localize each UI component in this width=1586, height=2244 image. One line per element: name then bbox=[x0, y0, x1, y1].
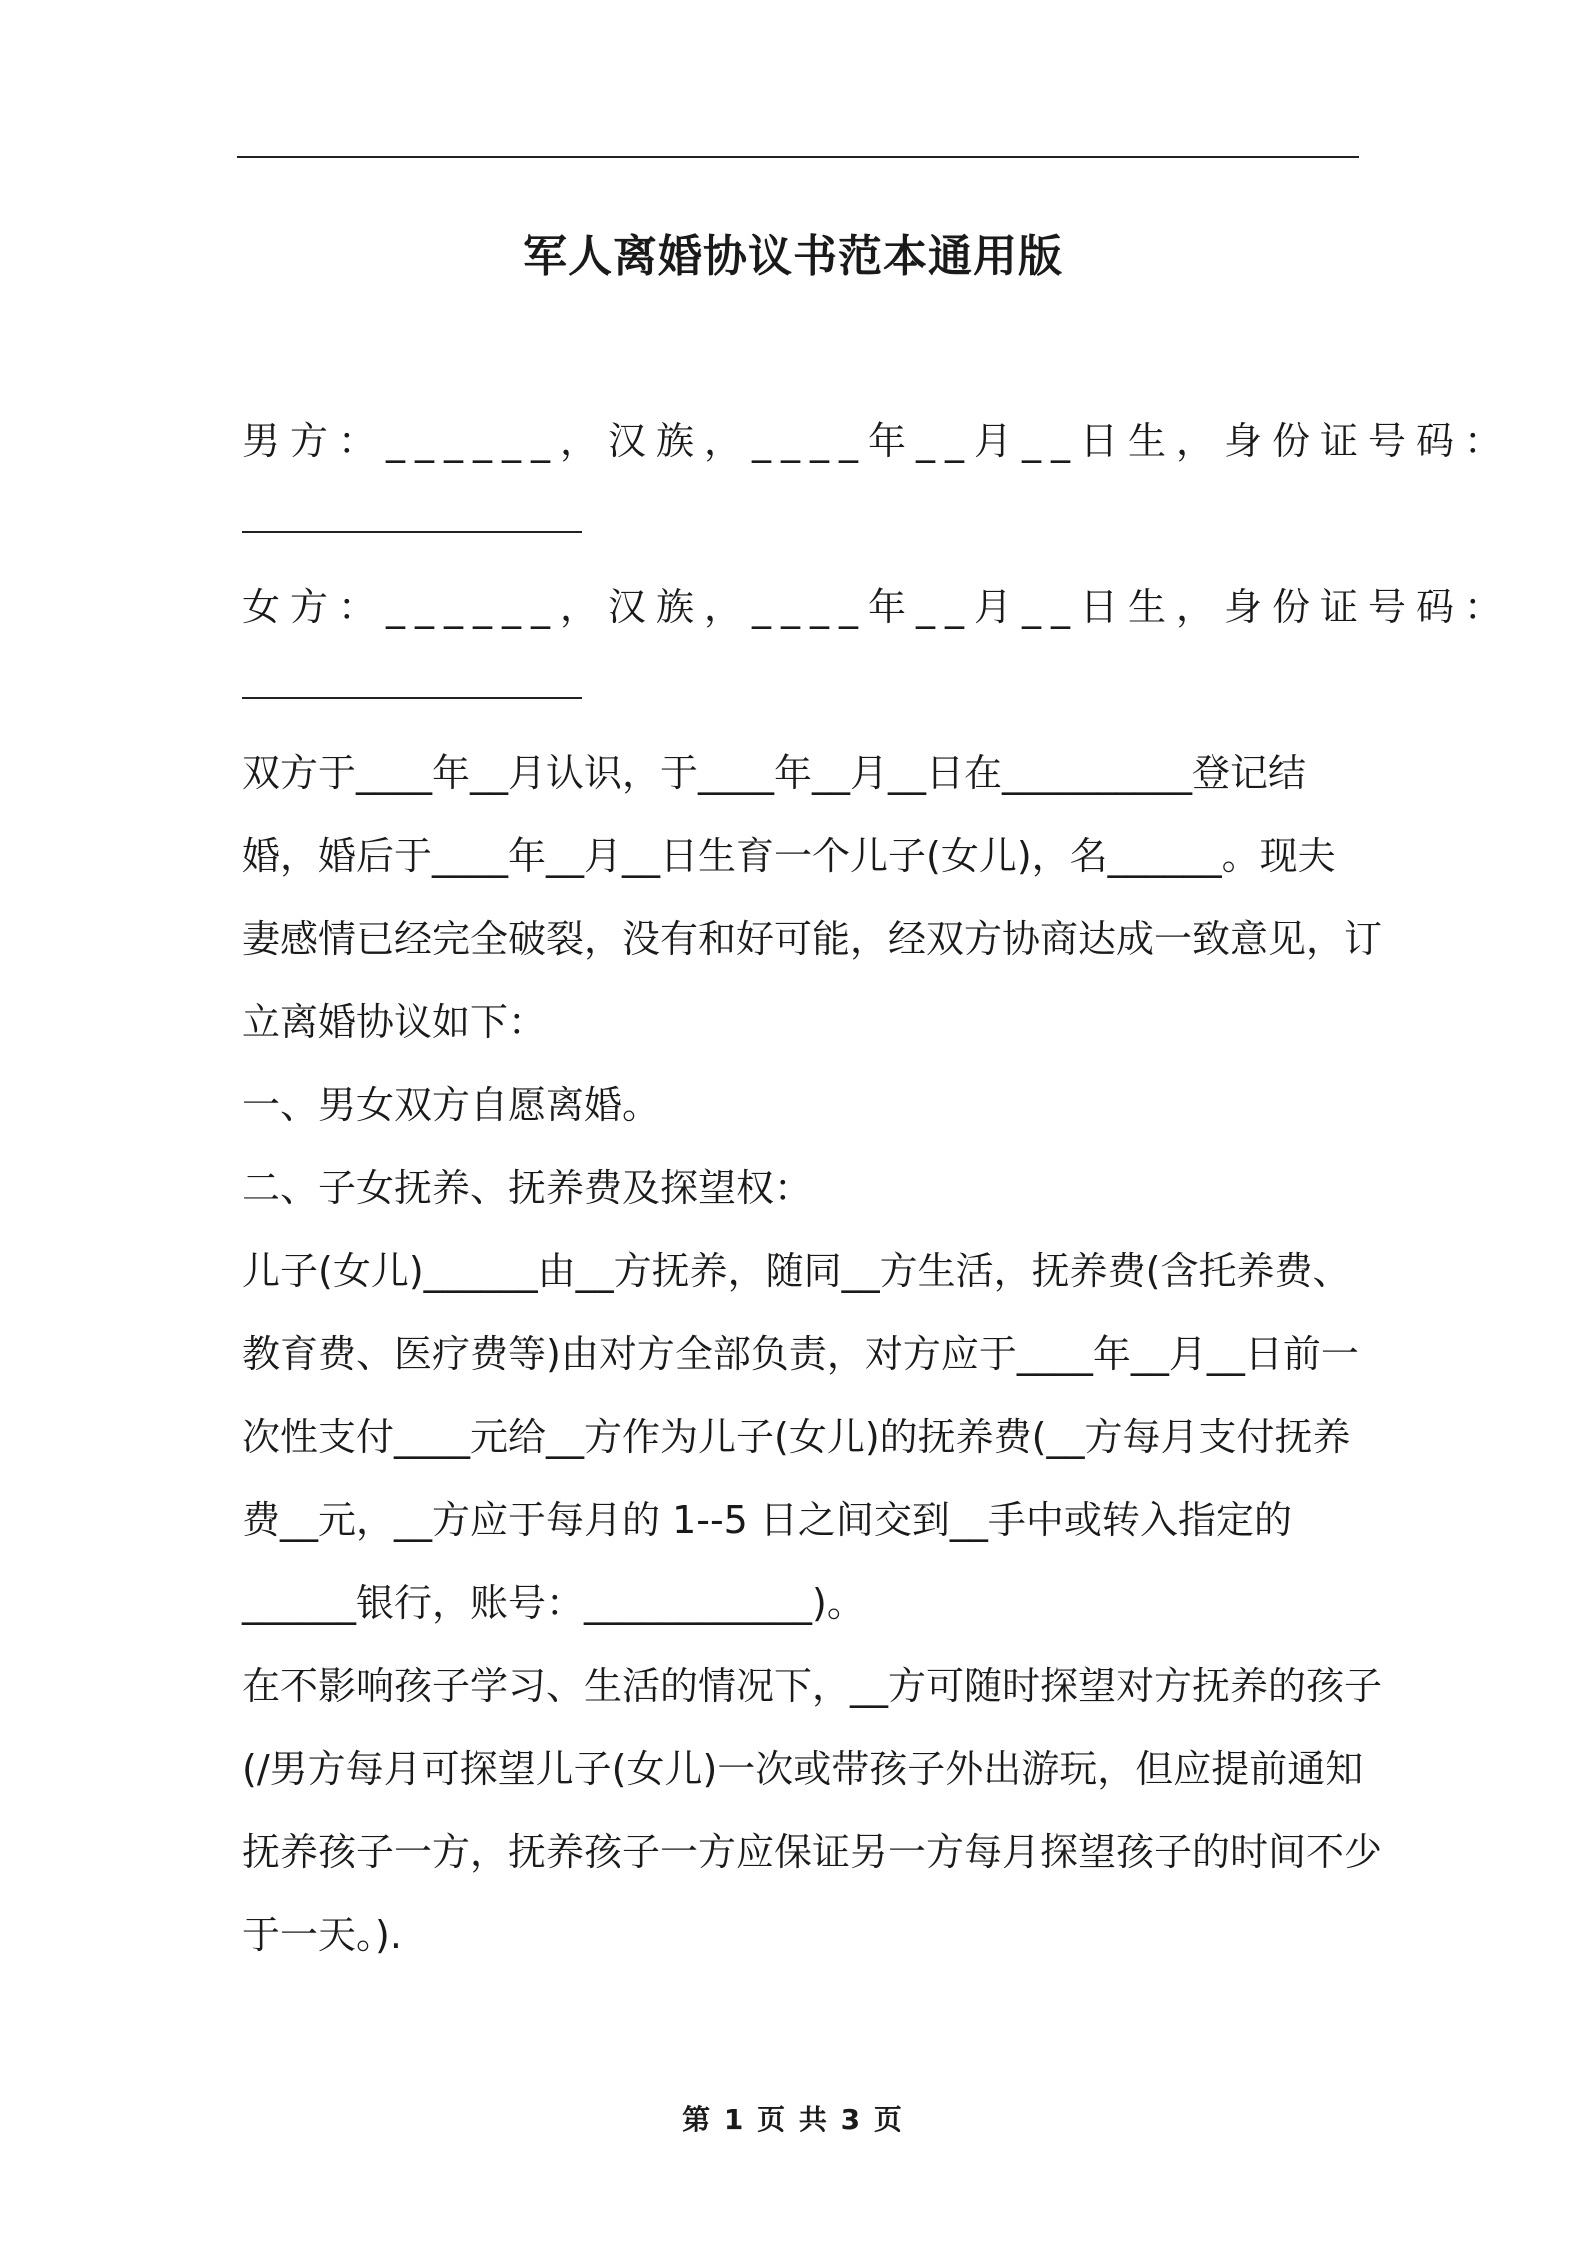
id-number-underline bbox=[242, 531, 582, 533]
paragraph-line: (/男方每月可探望儿子(女儿)一次或带孩子外出游玩，但应提前通知 bbox=[242, 1747, 1364, 1791]
paragraph-line: 儿子(女儿)______由__方抚养，随同__方生活，抚养费(含托养费、 bbox=[242, 1249, 1351, 1293]
female-party-line: 女方：______，汉族，____年__月__日生，身份证号码： bbox=[242, 585, 1513, 629]
paragraph-line: 婚，婚后于____年__月__日生育一个儿子(女儿)，名______。现夫 bbox=[242, 834, 1336, 878]
paragraph-line: 费__元，__方应于每月的 1--5 日之间交到__手中或转入指定的 bbox=[242, 1498, 1292, 1542]
paragraph-line: 在不影响孩子学习、生活的情况下，__方可随时探望对方抚养的孩子 bbox=[242, 1664, 1383, 1708]
document-title: 军人离婚协议书范本通用版 bbox=[523, 231, 1063, 282]
paragraph-line: 立离婚协议如下： bbox=[242, 1000, 547, 1044]
paragraph-line: 抚养孩子一方，抚养孩子一方应保证另一方每月探望孩子的时间不少 bbox=[242, 1830, 1383, 1874]
female-id-blank bbox=[242, 649, 1357, 732]
paragraph-line: 教育费、医疗费等)由对方全部负责，对方应于____年__月__日前一 bbox=[242, 1332, 1359, 1376]
paragraph-line: 次性支付____元给__方作为儿子(女儿)的抚养费(__方每月支付抚养 bbox=[242, 1415, 1351, 1459]
paragraph-line: 妻感情已经完全破裂，没有和好可能，经双方协商达成一致意见，订 bbox=[242, 917, 1383, 961]
clause-one: 一、男女双方自愿离婚。 bbox=[242, 1083, 661, 1127]
document-body bbox=[242, 400, 1513, 1977]
header-rule bbox=[237, 156, 1359, 158]
clause-two-heading: 二、子女抚养、抚养费及探望权： bbox=[242, 1166, 813, 1210]
paragraph-line: 于一天。). bbox=[242, 1913, 402, 1957]
male-party-line: 男方：______，汉族，____年__月__日生，身份证号码： bbox=[242, 419, 1513, 463]
male-id-blank bbox=[242, 483, 1357, 566]
paragraph-line: ______银行，账号：____________)。 bbox=[242, 1581, 865, 1625]
id-number-underline bbox=[242, 697, 582, 699]
page-number: 第 1 页 共 3 页 bbox=[682, 2103, 904, 2136]
paragraph-line: 双方于____年__月认识，于____年__月__日在__________登记结 bbox=[242, 751, 1307, 795]
